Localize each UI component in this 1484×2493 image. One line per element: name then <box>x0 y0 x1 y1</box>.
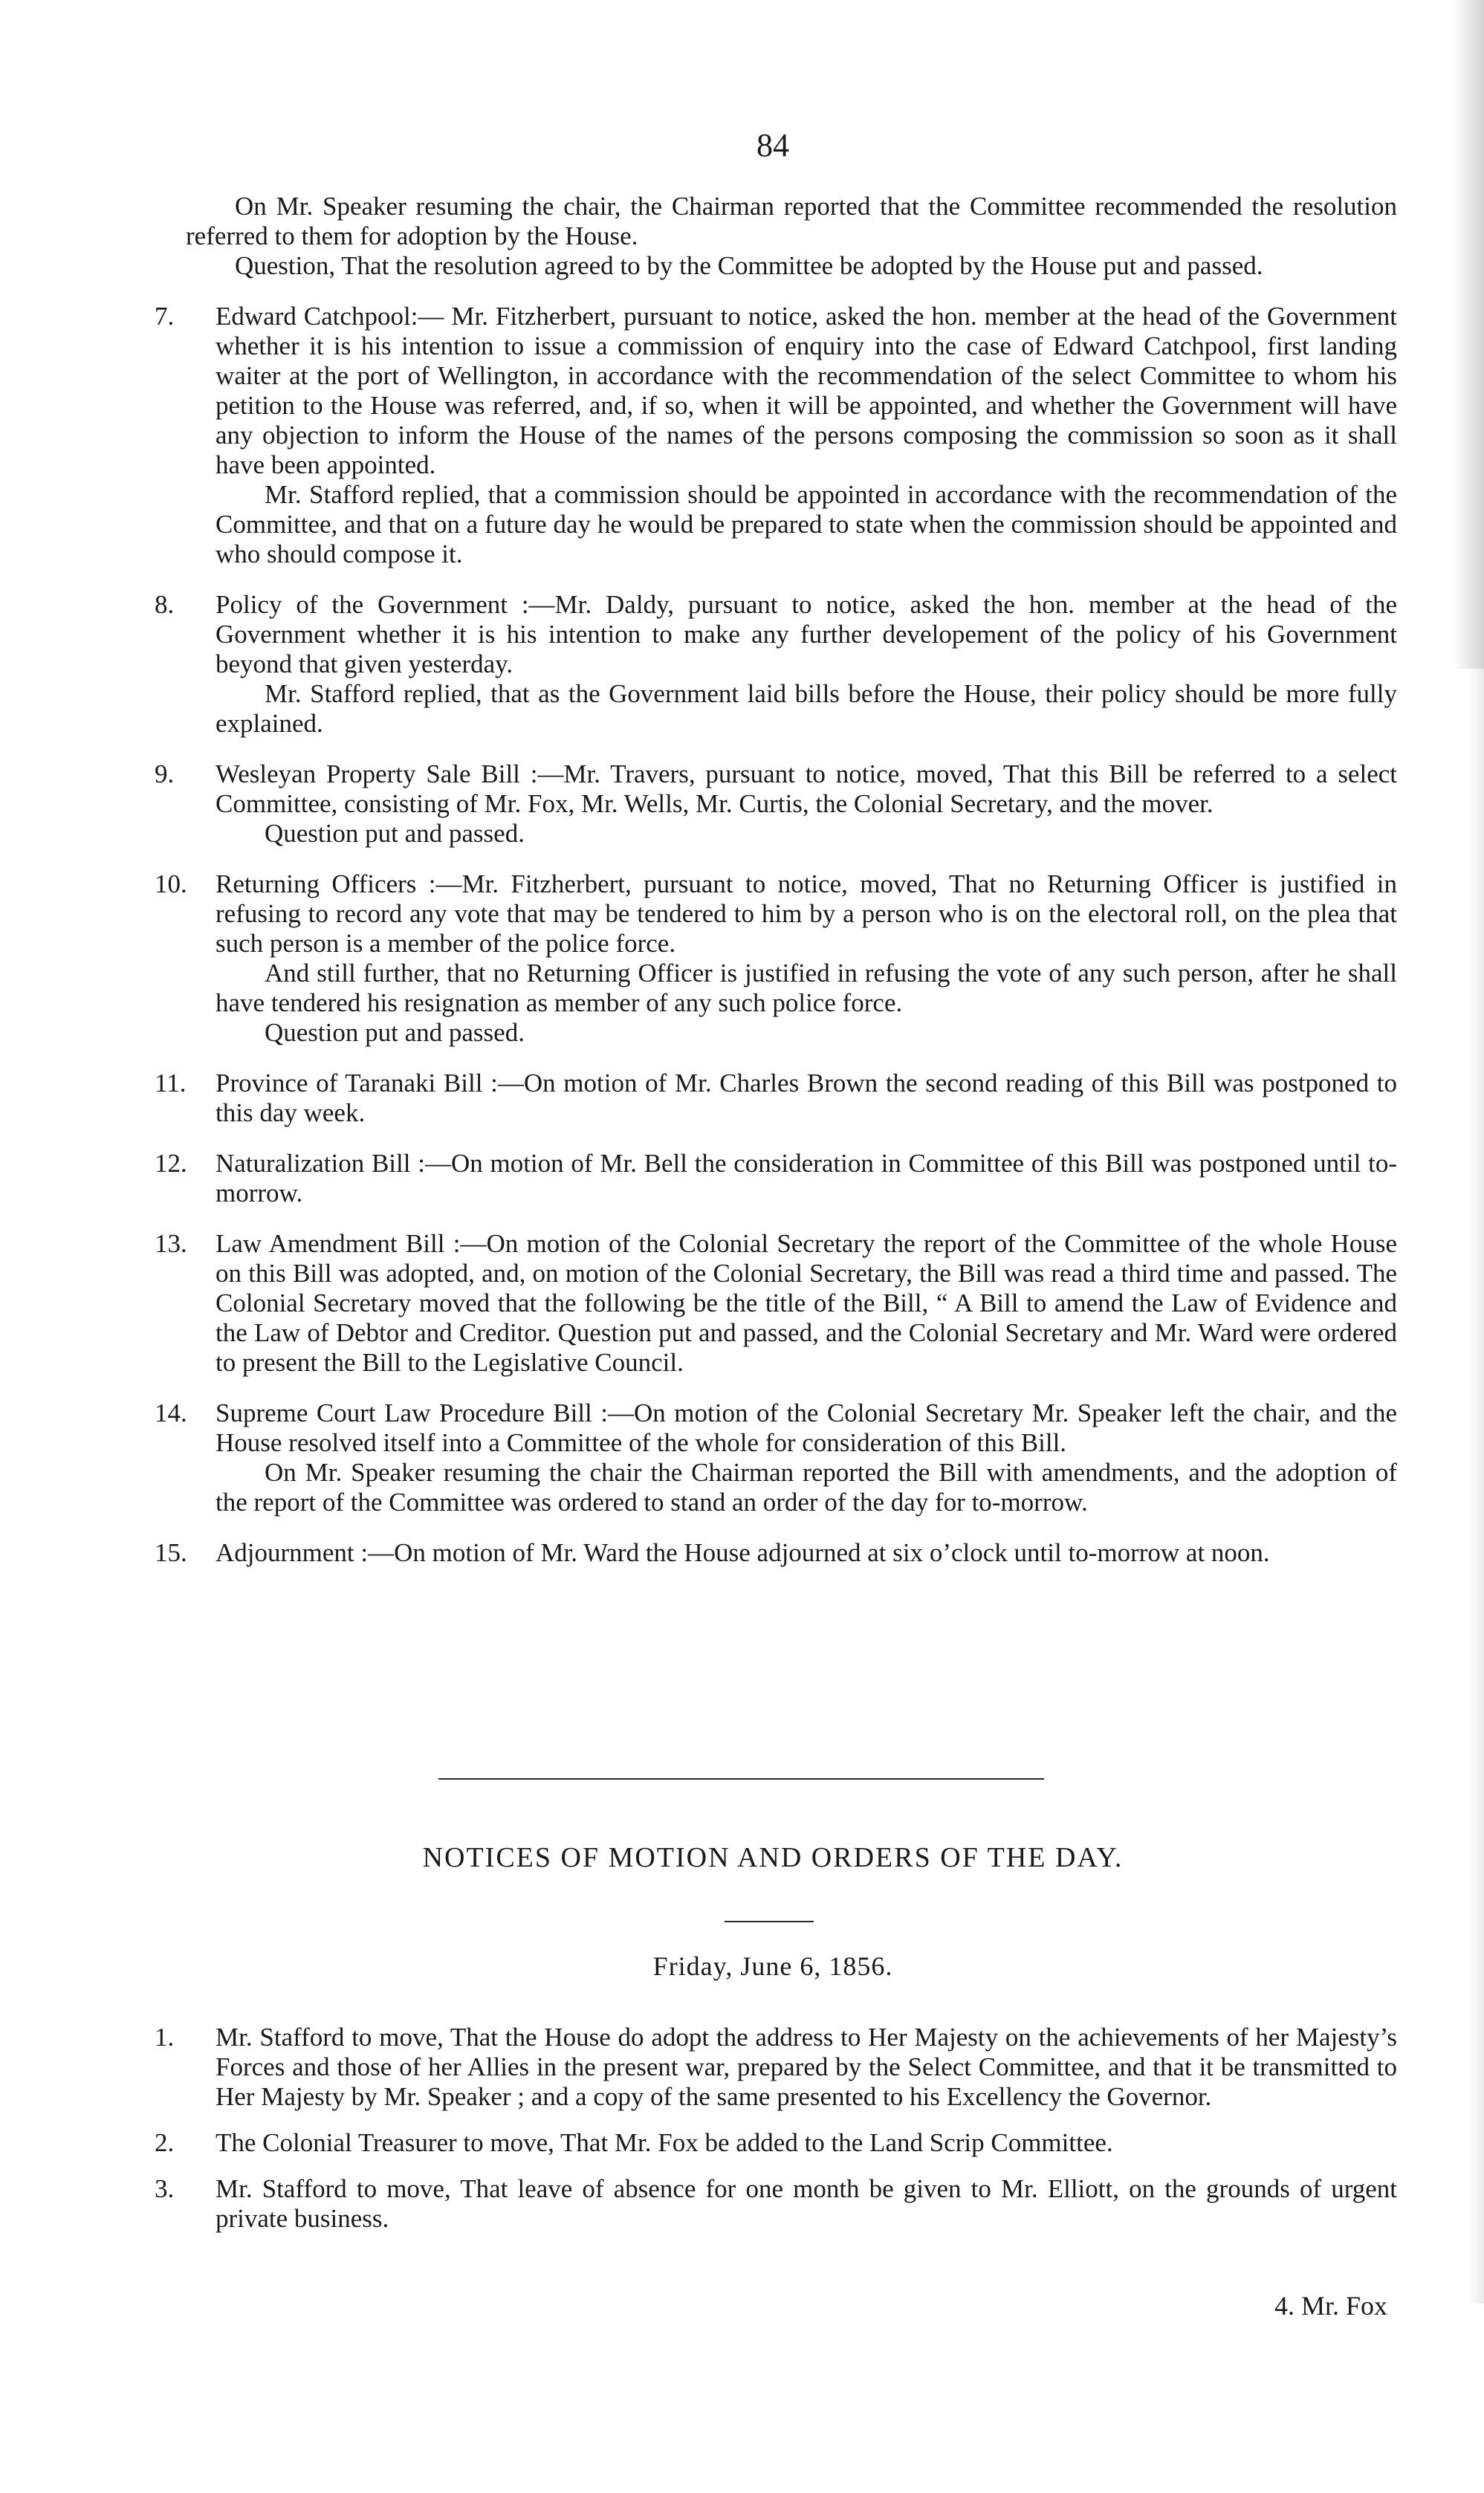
item-text: Province of Taranaki Bill :—On motion of Mr. Charles Brown the second reading of this Bill was postponed to this day week. <box>216 1069 1397 1127</box>
item-text: Naturalization Bill :—On motion of Mr. Bell the consideration in Committee of this Bill was postponed until to-morrow. <box>216 1149 1397 1207</box>
opening-question: Question, That the resolution agreed to by the Committee be adopted by the House put and passed. <box>235 251 1263 280</box>
notices-date: Friday, June 6, 1856. <box>652 1951 893 1981</box>
journal-item-8 <box>155 590 1397 739</box>
item-number: 11. <box>155 1069 187 1098</box>
notice-text: Mr. Stafford to move, That leave of absence for one month be given to Mr. Elliott, on the grounds of urgent private business. <box>216 2174 1397 2233</box>
item-text: Adjournment :—On motion of Mr. Ward the House adjourned at six o’clock until to-morrow at noon. <box>216 1538 1270 1567</box>
item-subtext: On Mr. Speaker resuming the chair the Chairman reported the Bill with amendments, and the adoption of the report of the Committee was ordered to stand an order of the day for to-morrow. <box>216 1458 1397 1517</box>
opening-paragraph: On Mr. Speaker resuming the chair, the Chairman reported that the Committee recommended the resolution referred to them for adoption by the House. <box>186 192 1397 250</box>
item-text: Edward Catchpool:— Mr. Fitzherbert, pursuant to notice, asked the hon. member at the head of the Government whether it is his intention to issue a commission of enquiry into the case of Edward Catchpool, first landing waiter at the port of Wellington, in accordance with the recommendation of the select Committee to whom his petition to the House was referred, and, if so, when it will be appointed, and whether the Government will have any objection to inform the House of the names of the persons composing the commission so soon as it shall have been appointed. <box>216 302 1397 479</box>
item-number: 13. <box>155 1229 187 1258</box>
item-text: Wesleyan Property Sale Bill :—Mr. Travers, pursuant to notice, moved, That this Bill be referred to a select Committee, consisting of Mr. Fox, Mr. Wells, Mr. Curtis, the Colonial Secretary, and the mover. <box>216 759 1397 818</box>
section-divider <box>438 1778 1044 1780</box>
journal-item-9 <box>155 759 1397 849</box>
heading-rule <box>725 1921 814 1922</box>
item-number: 8. <box>155 590 175 619</box>
notices-list <box>155 2006 1397 2234</box>
item-subtext: Question put and passed. <box>265 1018 525 1047</box>
notice-item-1 <box>155 2023 1397 2112</box>
item-subtext: Mr. Stafford replied, that as the Government laid bills before the House, their policy should be more fully explained. <box>216 679 1397 738</box>
notices-heading: NOTICES OF MOTION AND ORDERS OF THE DAY. <box>422 1842 1124 1873</box>
catchword: 4. Mr. Fox <box>1274 2291 1387 2321</box>
item-number: 7. <box>155 302 175 331</box>
journal-item-10 <box>155 869 1397 1048</box>
notice-item-3 <box>155 2174 1397 2234</box>
item-number: 10. <box>155 869 187 898</box>
journal-item-7 <box>155 302 1397 569</box>
notice-number: 2. <box>155 2128 175 2157</box>
notice-text: The Colonial Treasurer to move, That Mr. Fox be added to the Land Scrip Committee. <box>216 2128 1113 2157</box>
journal-item-15 <box>155 1538 1397 1568</box>
item-number: 9. <box>155 759 175 788</box>
page-number: 84 <box>756 127 789 163</box>
notice-item-2 <box>155 2128 1397 2158</box>
page-edge-shadow <box>1454 0 1484 669</box>
item-number: 15. <box>155 1538 187 1567</box>
item-subtext: And still further, that no Returning Officer is justified in refusing the vote of any such person, after he shall have tendered his resignation as member of any such police force. <box>216 959 1397 1017</box>
item-text: Returning Officers :—Mr. Fitzherbert, pursuant to notice, moved, That no Returning Officer is justified in refusing to record any vote that may be tendered to him by a person who is on the electoral roll, on the plea that such person is a member of the police force. <box>216 869 1397 958</box>
journal-item-12 <box>155 1149 1397 1208</box>
item-number: 14. <box>155 1398 187 1427</box>
item-subtext: Question put and passed. <box>265 819 525 848</box>
page-edge-shadow-lower <box>1468 669 1484 2304</box>
journal-item-13 <box>155 1229 1397 1378</box>
item-text: Supreme Court Law Procedure Bill :—On motion of the Colonial Secretary Mr. Speaker left the chair, and the House resolved itself into a Committee of the whole for consideration of this Bill. <box>216 1398 1397 1457</box>
journal-item-14 <box>155 1398 1397 1517</box>
item-text: Policy of the Government :—Mr. Daldy, pursuant to notice, asked the hon. member at the head of the Government whether it is his intention to make any further developement of the policy of his Government beyond that given yesterday. <box>216 590 1397 678</box>
journal-body <box>155 192 1397 1568</box>
notice-text: Mr. Stafford to move, That the House do adopt the address to Her Majesty on the achievements of her Majesty’s Forces and those of her Allies in the present war, prepared by the Select Committee, and that it be transmitted to Her Majesty by Mr. Speaker ; and a copy of the same presented to his Excellency the Governor. <box>216 2023 1397 2111</box>
item-subtext: Mr. Stafford replied, that a commission should be appointed in accordance with the recommendation of the Committee, and that on a future day he would be prepared to state when the commission should be appointed and who should compose it. <box>216 480 1397 568</box>
journal-item-11 <box>155 1069 1397 1128</box>
notice-number: 1. <box>155 2023 175 2052</box>
item-text: Law Amendment Bill :—On motion of the Colonial Secretary the report of the Committee of the whole House on this Bill was adopted, and, on motion of the Colonial Secretary, the Bill was read a third time and passed. The Colonial Secretary moved that the following be the title of the Bill, “ A Bill to amend the Law of Evidence and the Law of Debtor and Creditor. Question put and passed, and the Colonial Secretary and Mr. Ward were ordered to present the Bill to the Legislative Council. <box>216 1229 1397 1377</box>
notice-number: 3. <box>155 2174 175 2203</box>
item-number: 12. <box>155 1149 187 1178</box>
